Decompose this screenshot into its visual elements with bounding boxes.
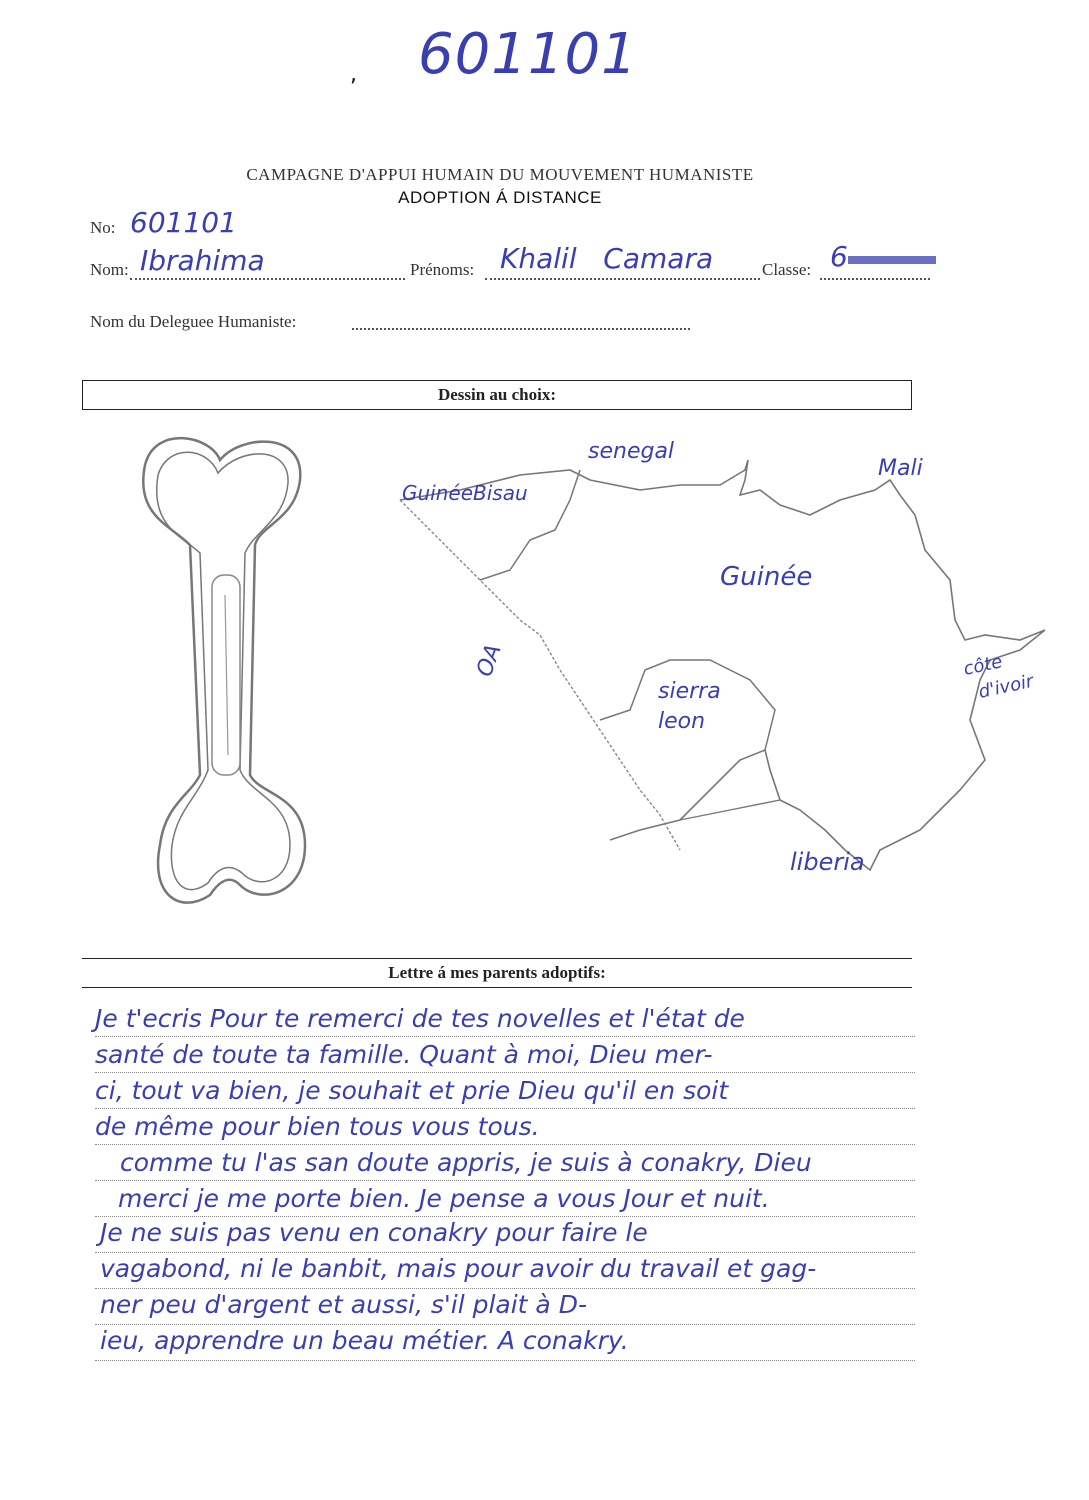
letter-line-10: ieu, apprendre un beau métier. A conakry. bbox=[100, 1326, 629, 1355]
classe-label: Classe: bbox=[762, 260, 812, 279]
letter-line-7: Je ne suis pas venu en conakry pour faire le bbox=[100, 1218, 648, 1247]
letter-line-8: vagabond, ni le banbit, mais pour avoir du travail et gag- bbox=[100, 1254, 817, 1283]
file-number: 601101 bbox=[418, 22, 638, 87]
letter-line-6: merci je me porte bien. Je pense a vous Jour et nuit. bbox=[118, 1184, 770, 1213]
letter-section-header bbox=[82, 958, 912, 988]
map-label-sierra: sierra bbox=[658, 679, 721, 704]
letter-section-title: Lettre á mes parents adoptifs: bbox=[388, 963, 606, 982]
letter-line-9: ner peu d'argent et aussi, s'il plait à D- bbox=[100, 1290, 587, 1319]
map-label-divoire: d'ivoir bbox=[976, 670, 1036, 703]
pen-mark: , bbox=[350, 62, 357, 87]
drawing-section-title: Dessin au choix: bbox=[437, 385, 557, 404]
bone-drawing bbox=[130, 425, 330, 925]
map-label-senegal: senegal bbox=[588, 439, 675, 464]
drawing-section-header bbox=[82, 380, 912, 410]
nom-value: Ibrahima bbox=[140, 244, 265, 277]
map-label-guinee-bissau: GuinéeBisau bbox=[402, 481, 528, 505]
delegue-dots bbox=[352, 318, 690, 330]
letter-line-4: de même pour bien tous vous tous. bbox=[95, 1112, 540, 1141]
campaign-title: CAMPAGNE D'APPUI HUMAIN DU MOUVEMENT HUMANISTE bbox=[246, 165, 754, 184]
map-label-mali: Mali bbox=[878, 456, 923, 481]
map-label-liberia: liberia bbox=[790, 848, 865, 876]
letter-line-1: Je t'ecris Pour te remerci de tes novelles et l'état de bbox=[95, 1004, 745, 1033]
prenoms-value: Khalil Camara bbox=[500, 242, 714, 275]
prenoms-label: Prénoms: bbox=[410, 260, 475, 279]
letter-line-5: comme tu l'as san doute appris, je suis à conakry, Dieu bbox=[120, 1148, 812, 1177]
nom-label: Nom: bbox=[90, 260, 129, 279]
letter-line-3: ci, tout va bien, je souhait et prie Dieu qu'il en soit bbox=[95, 1076, 729, 1105]
classe-scribble bbox=[848, 256, 936, 264]
map-label-leon: leon bbox=[658, 709, 706, 734]
adoption-title: ADOPTION Á DISTANCE bbox=[398, 188, 602, 207]
guinea-map bbox=[380, 430, 1080, 880]
no-value: 601101 bbox=[130, 206, 237, 239]
delegue-label: Nom du Deleguee Humaniste: bbox=[90, 312, 297, 331]
no-label: No: bbox=[90, 218, 116, 237]
map-label-cote: côte bbox=[961, 651, 1005, 680]
map-label-guinee: Guinée bbox=[720, 562, 813, 592]
letter-line-2: santé de toute ta famille. Quant à moi, Dieu mer- bbox=[95, 1040, 713, 1069]
map-label-oa: OA bbox=[472, 641, 507, 681]
classe-value: 6 bbox=[830, 240, 848, 273]
